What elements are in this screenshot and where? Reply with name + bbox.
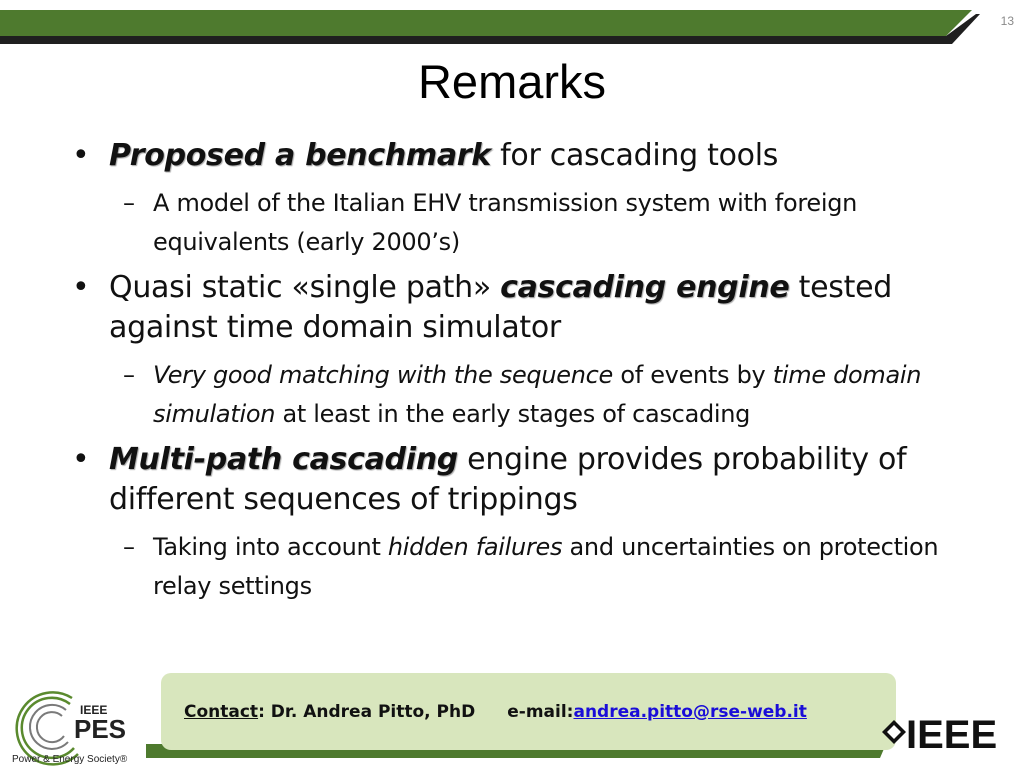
page-number: 13 (1000, 14, 1014, 28)
dash-icon: – (123, 189, 135, 217)
sub-bullet-text: at least in the early stages of cascading (275, 400, 751, 428)
contact-box (161, 673, 896, 750)
ieee-pes-logo (8, 676, 158, 768)
bullet-emphasis: Proposed a benchmark (109, 138, 491, 173)
email-label: e-mail: (507, 701, 574, 722)
sub-bullet-hidden-failures (123, 528, 972, 606)
email-link[interactable]: andrea.pitto@rse-web.it (573, 701, 807, 722)
sub-bullet-text: and uncertainties on protection relay settings (153, 533, 939, 600)
sub-bullet-text: Taking into account (153, 533, 388, 561)
sub-bullet-text: A model of the Italian EHV transmission system with foreign equivalents (early 2000’s) (153, 189, 858, 256)
bullet-dot-icon: • (72, 442, 90, 477)
bullet-text: for cascading tools (490, 138, 779, 173)
ieee-logo-text: IEEE (906, 713, 998, 757)
slide-title: Remarks (417, 55, 607, 108)
dash-icon: – (123, 533, 135, 561)
bullet-text: Quasi static «single path» (109, 270, 501, 305)
sub-bullet-text: of events by (613, 361, 773, 389)
sub-bullet-italic: hidden failures (387, 533, 563, 561)
contact-name: : Dr. Andrea Pitto, PhD (258, 701, 476, 722)
bullet-emphasis: Multi-path cascading (109, 442, 458, 477)
dash-icon: – (123, 361, 135, 389)
sub-bullet-italic: Very good matching with the sequence (153, 361, 614, 389)
bullet-dot-icon: • (72, 270, 90, 305)
contact-label: Contact (184, 701, 259, 722)
pes-society-text: Power & Energy Society® (12, 754, 128, 765)
header-stripe (0, 0, 1024, 50)
sub-bullet-italic: time domain simulation (153, 361, 922, 428)
ieee-logo (878, 706, 1020, 758)
pes-acronym-text: PES (74, 714, 127, 744)
bullet-benchmark (72, 136, 972, 176)
bullet-dot-icon: • (72, 138, 90, 173)
pes-ieee-text: IEEE (80, 703, 108, 717)
bullet-text: tested against time domain simulator (109, 270, 892, 345)
bullet-multi-path (72, 440, 972, 520)
bullet-emphasis: cascading engine (500, 270, 790, 305)
sub-bullet-model (123, 184, 972, 262)
bullet-list (72, 136, 972, 612)
bullet-text: engine provides probability of different sequences of trippings (109, 442, 907, 517)
sub-bullet-matching (123, 356, 972, 434)
bullet-cascading-engine (72, 268, 972, 348)
